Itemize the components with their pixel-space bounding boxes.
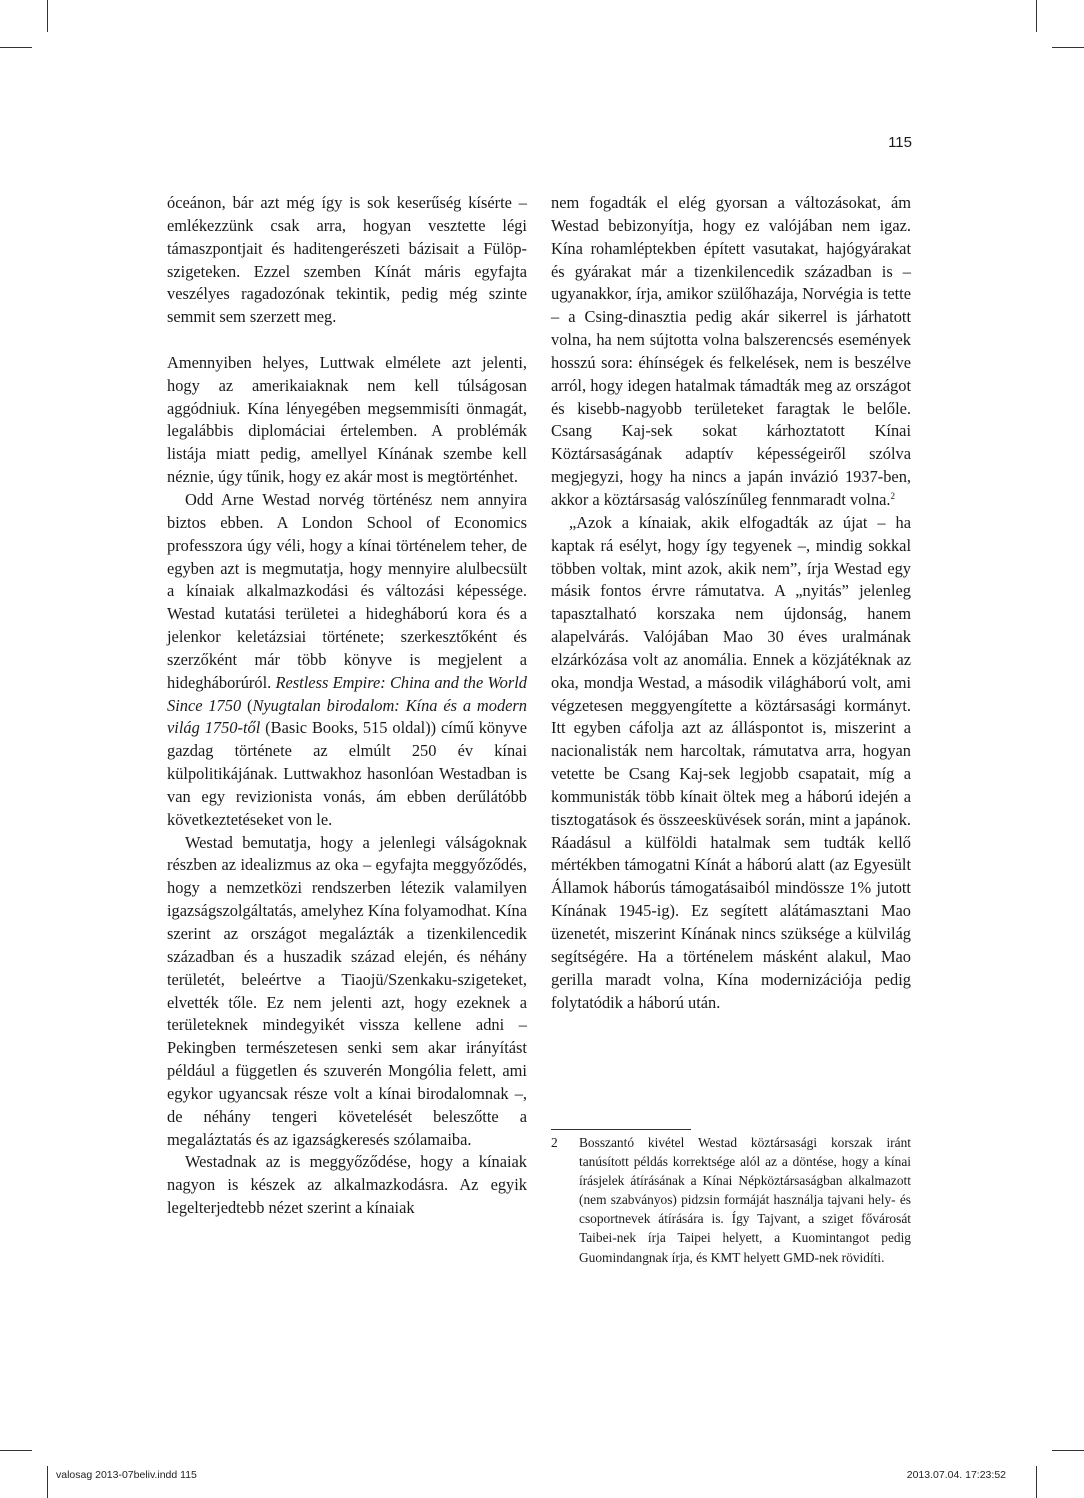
paragraph-text: Odd Arne Westad norvég történész nem annyira biztos ebben. A London School of Economics professzora úgy véli, hogy a kínai történelem teher, de egyben azt is megmutatja, hogy mennyire alulbecsült a kínaiak alkalmazkodási és változási képessége. Westad kutatási területei a hidegháború kora és a jelenkor keletázsiai története; szerkesztőként és szerzőként már több könyve is megjelent a hidegháborúról.: [167, 489, 527, 692]
paragraph: óceánon, bár azt még így is sok keserűség kísérte – emlékezzünk csak arra, hogyan vesztette légi támaszpontjait és haditengerészeti bázisait a Fülöp-szigeteken. Ezzel szemben Kínát máris egyfajta veszélyes ragadozónak tekintik, pedig még szinte semmit sem szerzett meg.: [167, 193, 527, 327]
book-title-hungarian: Nyugtalan birodalom: Kína és a modern világ 1750-től: [167, 695, 528, 738]
print-slug-file: valosag 2013-07beliv.indd 115: [56, 1469, 197, 1481]
book-title: Restless Empire: China and the World Since 1750: [167, 672, 527, 715]
footnote-text: Bosszantó kivétel Westad köztársasági korszak iránt tanúsított példás korrektsége alól az a döntése, hogy a kínai írásjelek átírásának a Kínai Népköztársaságban alkalmazott (nem szabványos) pidzsin formáját használja tajvani hely- és csoportnevek átírására is. Így Tajvant, a sziget fővárosát Taibei-nek írja Taipei helyett, a Kuomintangot pedig Guomindangnak írja, és KMT helyett GMD-nek rövidíti.: [579, 1135, 911, 1265]
footnote-reference[interactable]: 2: [890, 490, 896, 501]
paragraph-text: (: [241, 695, 253, 715]
print-slug-timestamp: 2013.07.04. 17:23:52: [906, 1469, 1006, 1481]
paragraph: Westadnak az is meggyőződése, hogy a kínaiak nagyon is készek az alkalmazkodásra. Az egyik legelterjedtebb nézet szerint a kínaiak: [167, 1152, 527, 1218]
footnote-divider: [551, 1129, 691, 1130]
page-number: 115: [888, 134, 912, 151]
paragraph: Amennyiben helyes, Luttwak elmélete azt jelenti, hogy az amerikaiaknak nem kell túlságosan aggódniuk. Kína lényegében megsemmisíti önmagát, legalábbis diplomáciai értelemben. A problémák listája miatt pedig, amellyel Kínának szembe kell néznie, úgy tűnik, hogy ez akár most is megtörténhet.: [167, 352, 527, 487]
paragraph: „Azok a kínaiak, akik elfogadták az újat – ha kaptak rá esélyt, hogy így tegyenek –, mindig sokkal többen voltak, mint azok, akik nem”, írja Westad egy másik fontos érvre rámutatva. A „nyitás” jelenleg tapasztalható korszaka nem újdonság, hanem alapelvárás. Valójában Mao 30 éves uralmának elzárkózása volt az anomália. Ennek a közjátéknak az oka, mondja Westad, a második világháború volt, ami végzetesen meggyengítette a köztársasági kormányt. Itt egyben cáfolja azt az álláspontot is, miszerint a nacionalisták nem harcoltak, rámutatva arra, hogyan vetette be Csang Kaj-sek legjobb csapatait, míg a kommunisták több kínait öltek meg a háború idején a tisztogatások és összeesküvések során, mint a japánok. Ráadásul a külföldi hatalmak sem tudták kellő mértékben támogatni Kínát a háború alatt (az Egyesült Államok háborús támogatásaiból mindössze 1% jutott Kínának 1945-ig). Ez segített alátámasztani Mao üzenetét, miszerint Kínának nincs szüksége a külvilág segítségére. Ha a történelem másként alakul, Mao gerilla maradt volna, Kína modernizációja pedig folytatódik a háború után.: [551, 512, 911, 1012]
crop-mark: [47, 0, 48, 32]
crop-mark: [1052, 1450, 1084, 1451]
right-column: [551, 192, 911, 1014]
footnote: [551, 1133, 911, 1267]
crop-mark: [1036, 1466, 1037, 1498]
paragraph-westad: [167, 489, 527, 832]
crop-mark: [1036, 0, 1037, 32]
crop-mark: [0, 1450, 32, 1451]
paragraph: Westad bemutatja, hogy a jelenlegi válságoknak részben az idealizmus az oka – egyfajta meggyőződés, hogy a nemzetközi rendszerben létezik valamilyen igazságszolgáltatás, amelyhez Kína folyamodhat. Kína szerint az országot megalázták a tizenkilencedik században és a huszadik század elején, és néhány területét, beleértve a Tiaojü/Szenkaku-szigeteket, elvették tőle. Ez nem jelenti azt, hogy ezeknek a területeknek mindegyikét vissza kellene adni – Pekingben természetesen senki sem akar irányítást például a független és szuverén Mongólia felett, ami egykor ugyancsak része volt a kínai birodalomnak –, de néhány tengeri követelését beleszőtte a megaláztatás és az igazságkeresés szólamaiba.: [167, 832, 527, 1149]
crop-mark: [0, 47, 32, 48]
crop-mark: [47, 1466, 48, 1498]
left-column: [167, 192, 527, 1220]
crop-mark: [1052, 47, 1084, 48]
paragraph: [551, 192, 911, 512]
footnote-number: 2: [551, 1135, 558, 1150]
paragraph-text: nem fogadták el elég gyorsan a változásokat, ám Westad bebizonyítja, hogy ez valójában nem igaz. Kína rohamléptekben épített vasutakat, hajógyárakat és gyárakat már a tizenkilencedik században is – ugyanakkor, írja, amikor szülőhazája, Norvégia is tette – a Csing-dinasztia pedig akár sikerrel is járhatott volna, ha nem sújtotta volna balszerencsés események hosszú sora: éhínségek és felkelések, nem is beszélve arról, hogy idegen hatalmak támadták meg az országot és kisebb-nagyobb területeket faragtak le belőle. Csang Kaj-sek sokat kárhoztatott Kínai Köztársaságának adaptív képességeiről szólva megjegyzi, hogy ha nincs a japán invázió 1937-ben, akkor a köztársaság valószínűleg fennmaradt volna.: [551, 193, 911, 509]
paragraph-text: (Basic Books, 515 oldal)) című könyve gazdag története az elmúlt 250 év kínai külpolitikájának. Luttwakhoz hasonlóan Westadban is van egy revizionista vonás, ám ebben derűlátóbb következtetéseket von le.: [167, 718, 527, 829]
